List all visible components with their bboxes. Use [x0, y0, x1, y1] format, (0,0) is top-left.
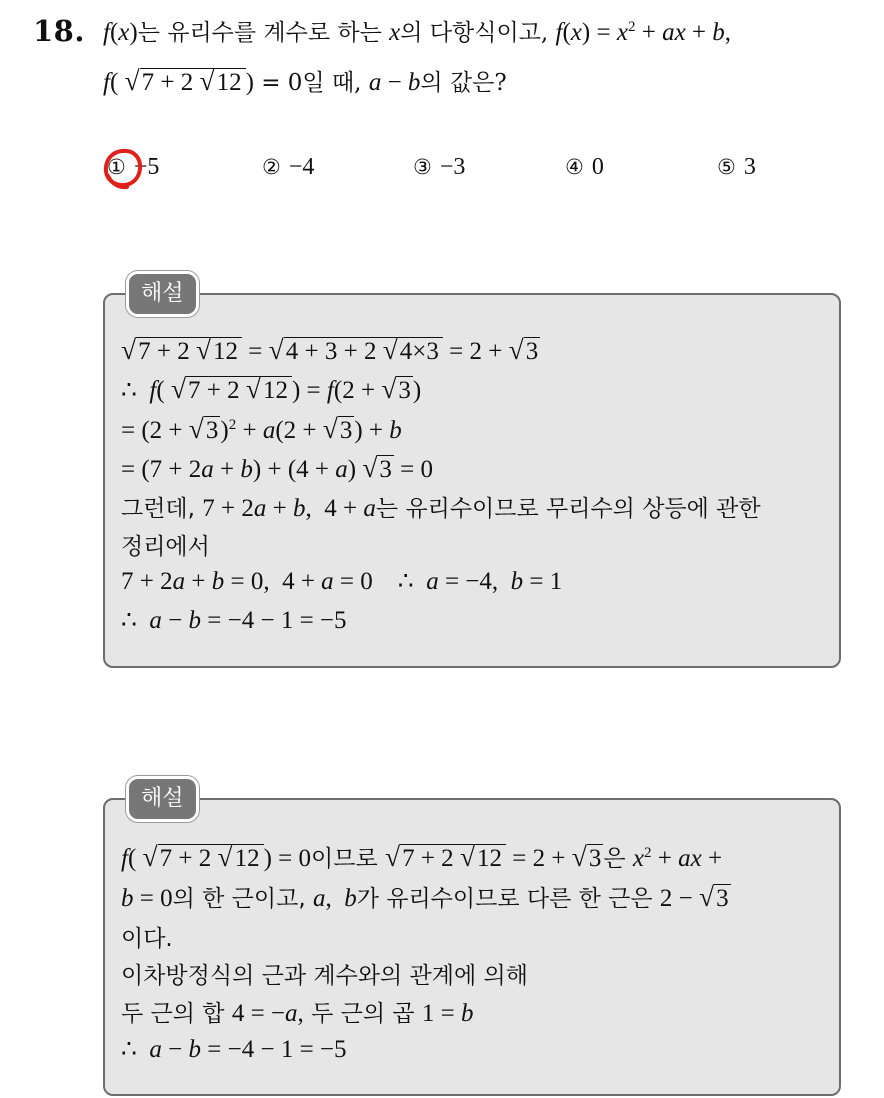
question-text: 는 유리수를 계수로 하는 — [137, 20, 382, 46]
question-line-2: f( √7 + 2 √12 ) = 0일 때, a − b의 값은? — [103, 65, 507, 96]
solution-text: 는 유리수이므로 무리수의 상등에 관한 — [375, 496, 761, 522]
choice-value: −3 — [439, 154, 466, 180]
question-text: 의 값은? — [420, 70, 507, 96]
solution-text: 의 한 근이고, — [172, 886, 306, 912]
solution-line: ∴ f( √7 + 2 √12 ) = f(2 + √3) — [121, 373, 422, 404]
solution-line: b = 0의 한 근이고, a, b가 유리수이므로 다른 한 근은 2 − √3 — [121, 881, 729, 912]
solution-text: 은 — [603, 846, 626, 872]
answer-choices — [107, 154, 807, 194]
choice-value: −5 — [133, 154, 160, 180]
solution-line — [121, 957, 528, 990]
choice-marker: ① — [107, 155, 126, 179]
choice-marker: ⑤ — [717, 155, 736, 179]
solution-line: ∴ a − b = −4 − 1 = −5 — [121, 1036, 347, 1063]
choice-marker: ③ — [413, 155, 432, 179]
question-text: = 0일 때, — [261, 70, 362, 96]
choice-1[interactable] — [107, 154, 159, 181]
question-number: 18. — [33, 14, 85, 48]
solution-tag: 해설 — [126, 271, 199, 317]
solution-line — [121, 528, 210, 561]
choice-5[interactable] — [717, 154, 756, 181]
solution-line: f( √7 + 2 √12 ) = 0이므로 √7 + 2 √12 = 2 + √3은 $x^2$ + ax + — [121, 841, 723, 872]
solution-line — [121, 920, 173, 953]
solution-text: 이차방정식의 근과 계수와의 관계에 의해 — [121, 963, 528, 989]
choice-value: −4 — [288, 154, 315, 180]
choice-marker: ④ — [565, 155, 584, 179]
question-text: 의 다항식이고, — [400, 20, 549, 46]
solution-line: 7 + 2a + b = 0, 4 + a = 0 ∴ a = −4, b = 1 — [121, 568, 563, 595]
solution-line: ∴ a − b = −4 − 1 = −5 — [121, 607, 347, 634]
solution-line: √7 + 2 √12 = √4 + 3 + 2 √4×3 = 2 + √3 — [121, 334, 539, 365]
solution-text: 이다. — [121, 926, 173, 952]
solution-tag: 해설 — [126, 776, 199, 822]
solution-text: 정리에서 — [121, 534, 210, 560]
choice-value: 3 — [743, 154, 756, 180]
choice-marker: ② — [262, 155, 281, 179]
solution-line: = $(2 + √3)^2 + a(2 + √3) + b$ — [121, 413, 402, 444]
choice-3[interactable] — [413, 154, 465, 181]
solution-line: 두 근의 합 4 = −a, 두 근의 곱 1 = b — [121, 1000, 474, 1027]
question-line-1: f(x)는 유리수를 계수로 하는 x의 다항식이고, $f(x) = x^2$ + ax + b, — [103, 19, 732, 46]
choice-value: 0 — [591, 154, 604, 180]
solution-text: 두 근의 곱 — [311, 1001, 415, 1027]
solution-text: 두 근의 합 — [121, 1001, 225, 1027]
selected-circle-mark — [100, 146, 146, 192]
solution-text: 가 유리수이므로 다른 한 근은 — [356, 886, 653, 912]
choice-4[interactable] — [565, 154, 604, 181]
choice-2[interactable] — [262, 154, 314, 181]
solution-text: 이므로 — [311, 846, 378, 872]
solution-line: 그런데, 7 + 2a + b, 4 + a는 유리수이므로 무리수의 상등에 관한 — [121, 495, 761, 522]
solution-line: = (7 + 2a + b) + (4 + a) √3 = 0 — [121, 452, 434, 483]
